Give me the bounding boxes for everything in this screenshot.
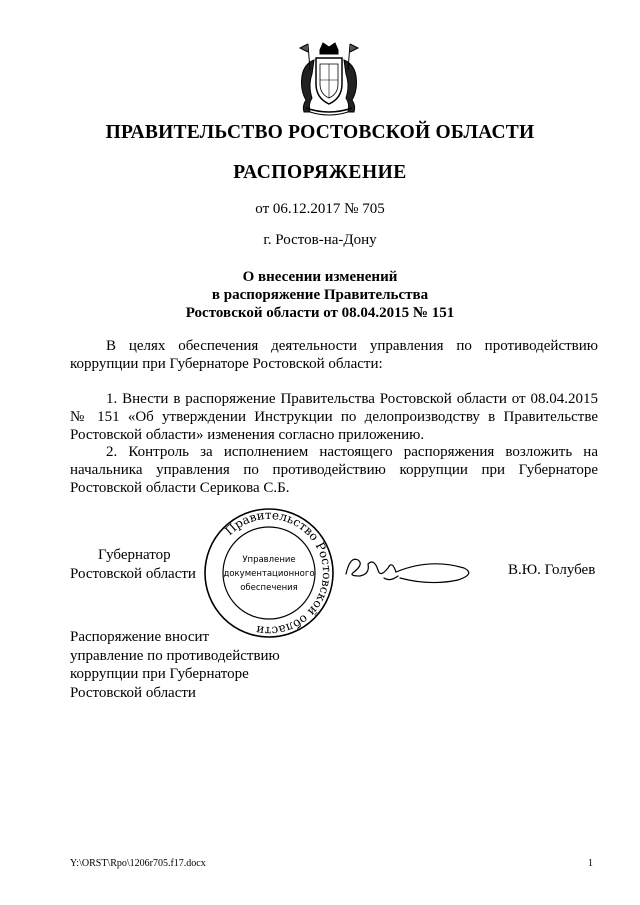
item-2-paragraph: 2. Контроль за исполнением настоящего распоряжения возложить на начальника управления по противодействию коррупции при Губернаторе Ростовской области Серикова С.Б. xyxy=(70,444,598,496)
stamp-inner-line: обеспечения xyxy=(240,583,298,593)
intro-paragraph: В целях обеспечения деятельности управления по противодействию коррупции при Губернаторе Ростовской области: xyxy=(70,338,598,372)
document-type: РАСПОРЯЖЕНИЕ xyxy=(233,162,407,183)
note-line: управление по противодействию xyxy=(70,647,280,664)
item-1-paragraph: 1. Внести в распоряжение Правительства Ростовской области от 08.04.2015 № 151 «Об утверждении Инструкции по делопроизводству в Правительстве Ростовской области» изменения согласно приложению. xyxy=(70,391,598,443)
submitter-note xyxy=(70,628,280,702)
government-title: ПРАВИТЕЛЬСТВО РОСТОВСКОЙ ОБЛАСТИ xyxy=(105,122,535,143)
document-subject xyxy=(0,268,640,322)
note-line: Распоряжение вносит xyxy=(70,629,210,645)
signatory-name: В.Ю. Голубев xyxy=(508,562,596,578)
coat-of-arms-icon xyxy=(296,40,362,116)
stamp-inner-line: документационного xyxy=(223,569,315,579)
subject-line: Ростовской области от 08.04.2015 № 151 xyxy=(185,305,455,321)
stamp-ring-text: Правительство Ростовской области xyxy=(222,507,335,639)
official-stamp xyxy=(202,506,336,640)
subject-line: в распоряжение Правительства xyxy=(211,287,429,303)
position-line: Ростовской области xyxy=(70,566,196,582)
footer-page-number: 1 xyxy=(588,858,593,869)
note-line: Ростовской области xyxy=(70,684,196,701)
stamp-inner-line: Управление xyxy=(242,555,296,565)
subject-line: О внесении изменений xyxy=(242,269,398,285)
handwritten-signature xyxy=(340,548,480,588)
note-line: коррупции при Губернаторе xyxy=(70,666,249,682)
document-city: г. Ростов-на-Дону xyxy=(263,232,377,248)
signatory-position xyxy=(70,546,196,584)
footer-file-path: Y:\ORST\Rpo\1206r705.f17.docx xyxy=(70,858,206,869)
position-line: Губернатор xyxy=(98,547,171,563)
document-date-number: от 06.12.2017 № 705 xyxy=(255,201,385,217)
